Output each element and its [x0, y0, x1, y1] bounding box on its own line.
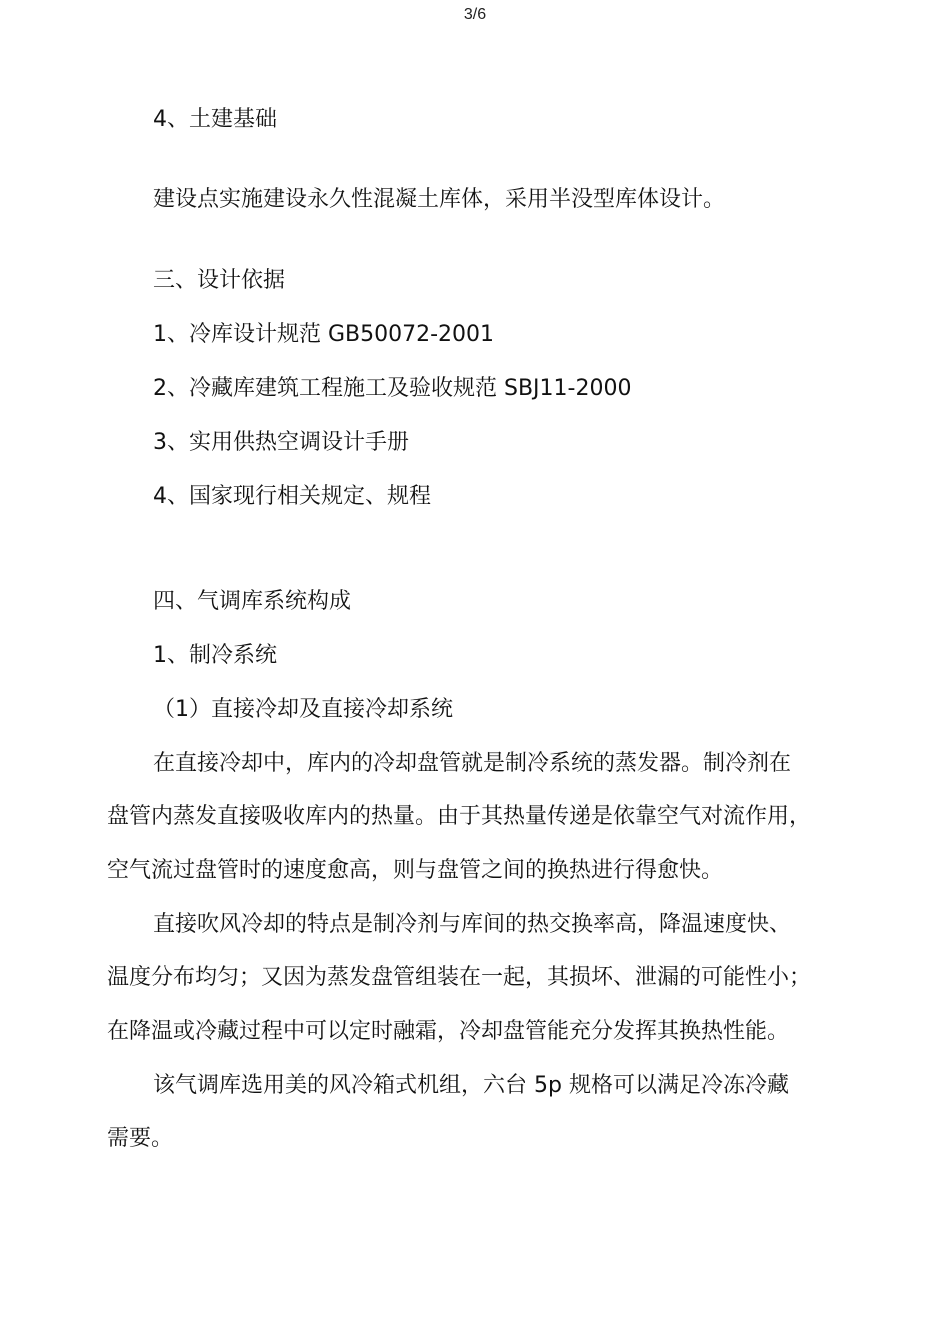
paragraph-direct-cooling-line-1: 在直接冷却中，库内的冷却盘管就是制冷系统的蒸发器。制冷剂在 — [153, 751, 792, 776]
paragraph-direct-cooling-line-2: 盘管内蒸发直接吸收库内的热量。由于其热量传递是依靠空气对流作用， — [107, 804, 812, 829]
subsection-heading-refrigeration: 1、制冷系统 — [153, 643, 277, 668]
paragraph-unit-selection-line-1: 该气调库选用美的风冷箱式机组，六台 5p 规格可以满足冷冻冷藏 — [153, 1073, 789, 1098]
list-item-design-basis-2: 2、冷藏库建筑工程施工及验收规范 SBJ11-2000 — [153, 376, 632, 401]
list-item-design-basis-4: 4、国家现行相关规定、规程 — [153, 484, 431, 509]
paragraph-civil-foundation: 建设点实施建设永久性混凝土库体，采用半没型库体设计。 — [153, 187, 726, 212]
paragraph-blowing-cooling-line-3: 在降温或冷藏过程中可以定时融霜，冷却盘管能充分发挥其换热性能。 — [107, 1019, 790, 1044]
subsection-heading-direct-cooling: （1）直接冷却及直接冷却系统 — [153, 697, 453, 722]
paragraph-direct-cooling-line-3: 空气流过盘管时的速度愈高，则与盘管之间的换热进行得愈快。 — [107, 858, 724, 883]
list-item-design-basis-3: 3、实用供热空调设计手册 — [153, 430, 409, 455]
paragraph-unit-selection-line-2: 需要。 — [107, 1126, 174, 1151]
page-number: 3/6 — [463, 6, 487, 23]
section-heading-civil-foundation: 4、土建基础 — [153, 107, 277, 132]
paragraph-blowing-cooling-line-2: 温度分布均匀；又因为蒸发盘管组装在一起，其损坏、泄漏的可能性小； — [107, 965, 812, 990]
section-heading-system-composition: 四、气调库系统构成 — [153, 589, 352, 614]
section-heading-design-basis: 三、设计依据 — [153, 268, 286, 293]
paragraph-blowing-cooling-line-1: 直接吹风冷却的特点是制冷剂与库间的热交换率高，降温速度快、 — [153, 912, 792, 937]
list-item-design-basis-1: 1、冷库设计规范 GB50072-2001 — [153, 322, 495, 347]
